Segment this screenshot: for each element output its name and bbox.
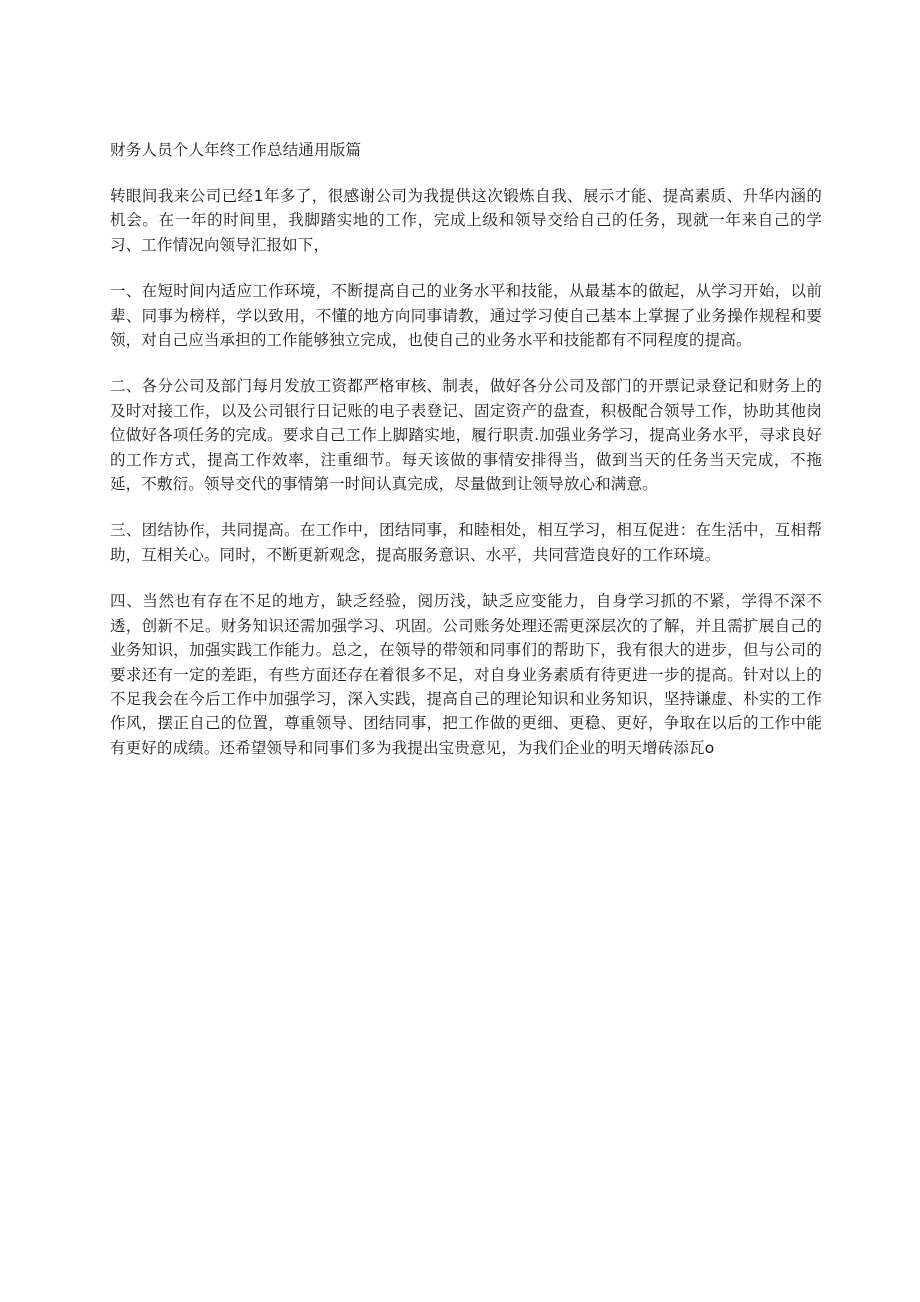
document-title: 财务人员个人年终工作总结通用版篇 [110,141,362,159]
paragraph-intro: 转眼间我来公司已经1年多了，很感谢公司为我提供这次锻炼自我、展示才能、提高素质、升华内涵的机会。在一年的时间里，我脚踏实地的工作，完成上级和领导交给自己的任务，现就一年来自己的学习、工作情况向领导汇报如下， [110,187,822,254]
paragraph-section-3: 三、团结协作，共同提高。在工作中，团结同事，和睦相处，相互学习，相互促进：在生活中，互相帮助，互相关心。同时，不断更新观念，提高服务意识、水平，共同营造良好的工作环境。 [110,521,822,564]
document-page [110,138,822,782]
paragraph-section-1: 一、在短时间内适应工作环境，不断提高自己的业务水平和技能，从最基本的做起，从学习开始，以前辈、同事为榜样，学以致用，不懂的地方向同事请教，通过学习使自己基本上掌握了业务操作规程和要领，对自己应当承担的工作能够独立完成，也使自己的业务水平和技能都有不同程度的提高。 [110,282,822,350]
paragraph-section-2: 二、各分公司及部门每月发放工资都严格审核、制表，做好各分公司及部门的开票记录登记和财务上的及时对接工作，以及公司银行日记账的电子表登记、固定资产的盘查，积极配合领导工作，协助其他岗位做好各项任务的完成。要求自己工作上脚踏实地，履行职责.加强业务学习，提高业务水平，寻求良好的工作方式，提高工作效率，注重细节。每天该做的事情安排得当，做到当天的任务当天完成，不拖延，不敷衍。领导交代的事情第一时间认真完成，尽量做到让领导放心和满意。 [110,377,822,494]
paragraph-section-4: 四、当然也有存在不足的地方，缺乏经验，阅历浅，缺乏应变能力，自身学习抓的不紧，学得不深不透，创新不足。财务知识还需加强学习、巩固。公司账务处理还需更深层次的了解，并且需扩展自己的业务知识，加强实践工作能力。总之，在领导的带领和同事们的帮助下，我有很大的进步，但与公司的要求还有一定的差距，有些方面还存在着很多不足，对自身业务素质有待更进一步的提高。针对以上的不足我会在今后工作中加强学习，深入实践，提高自己的理论知识和业务知识，坚持谦虚、朴实的工作作风，摆正自己的位置，尊重领导、团结同事，把工作做的更细、更稳、更好，争取在以后的工作中能有更好的成绩。还希望领导和同事们多为我提出宝贵意见，为我们企业的明天增砖添瓦o [110,592,822,757]
